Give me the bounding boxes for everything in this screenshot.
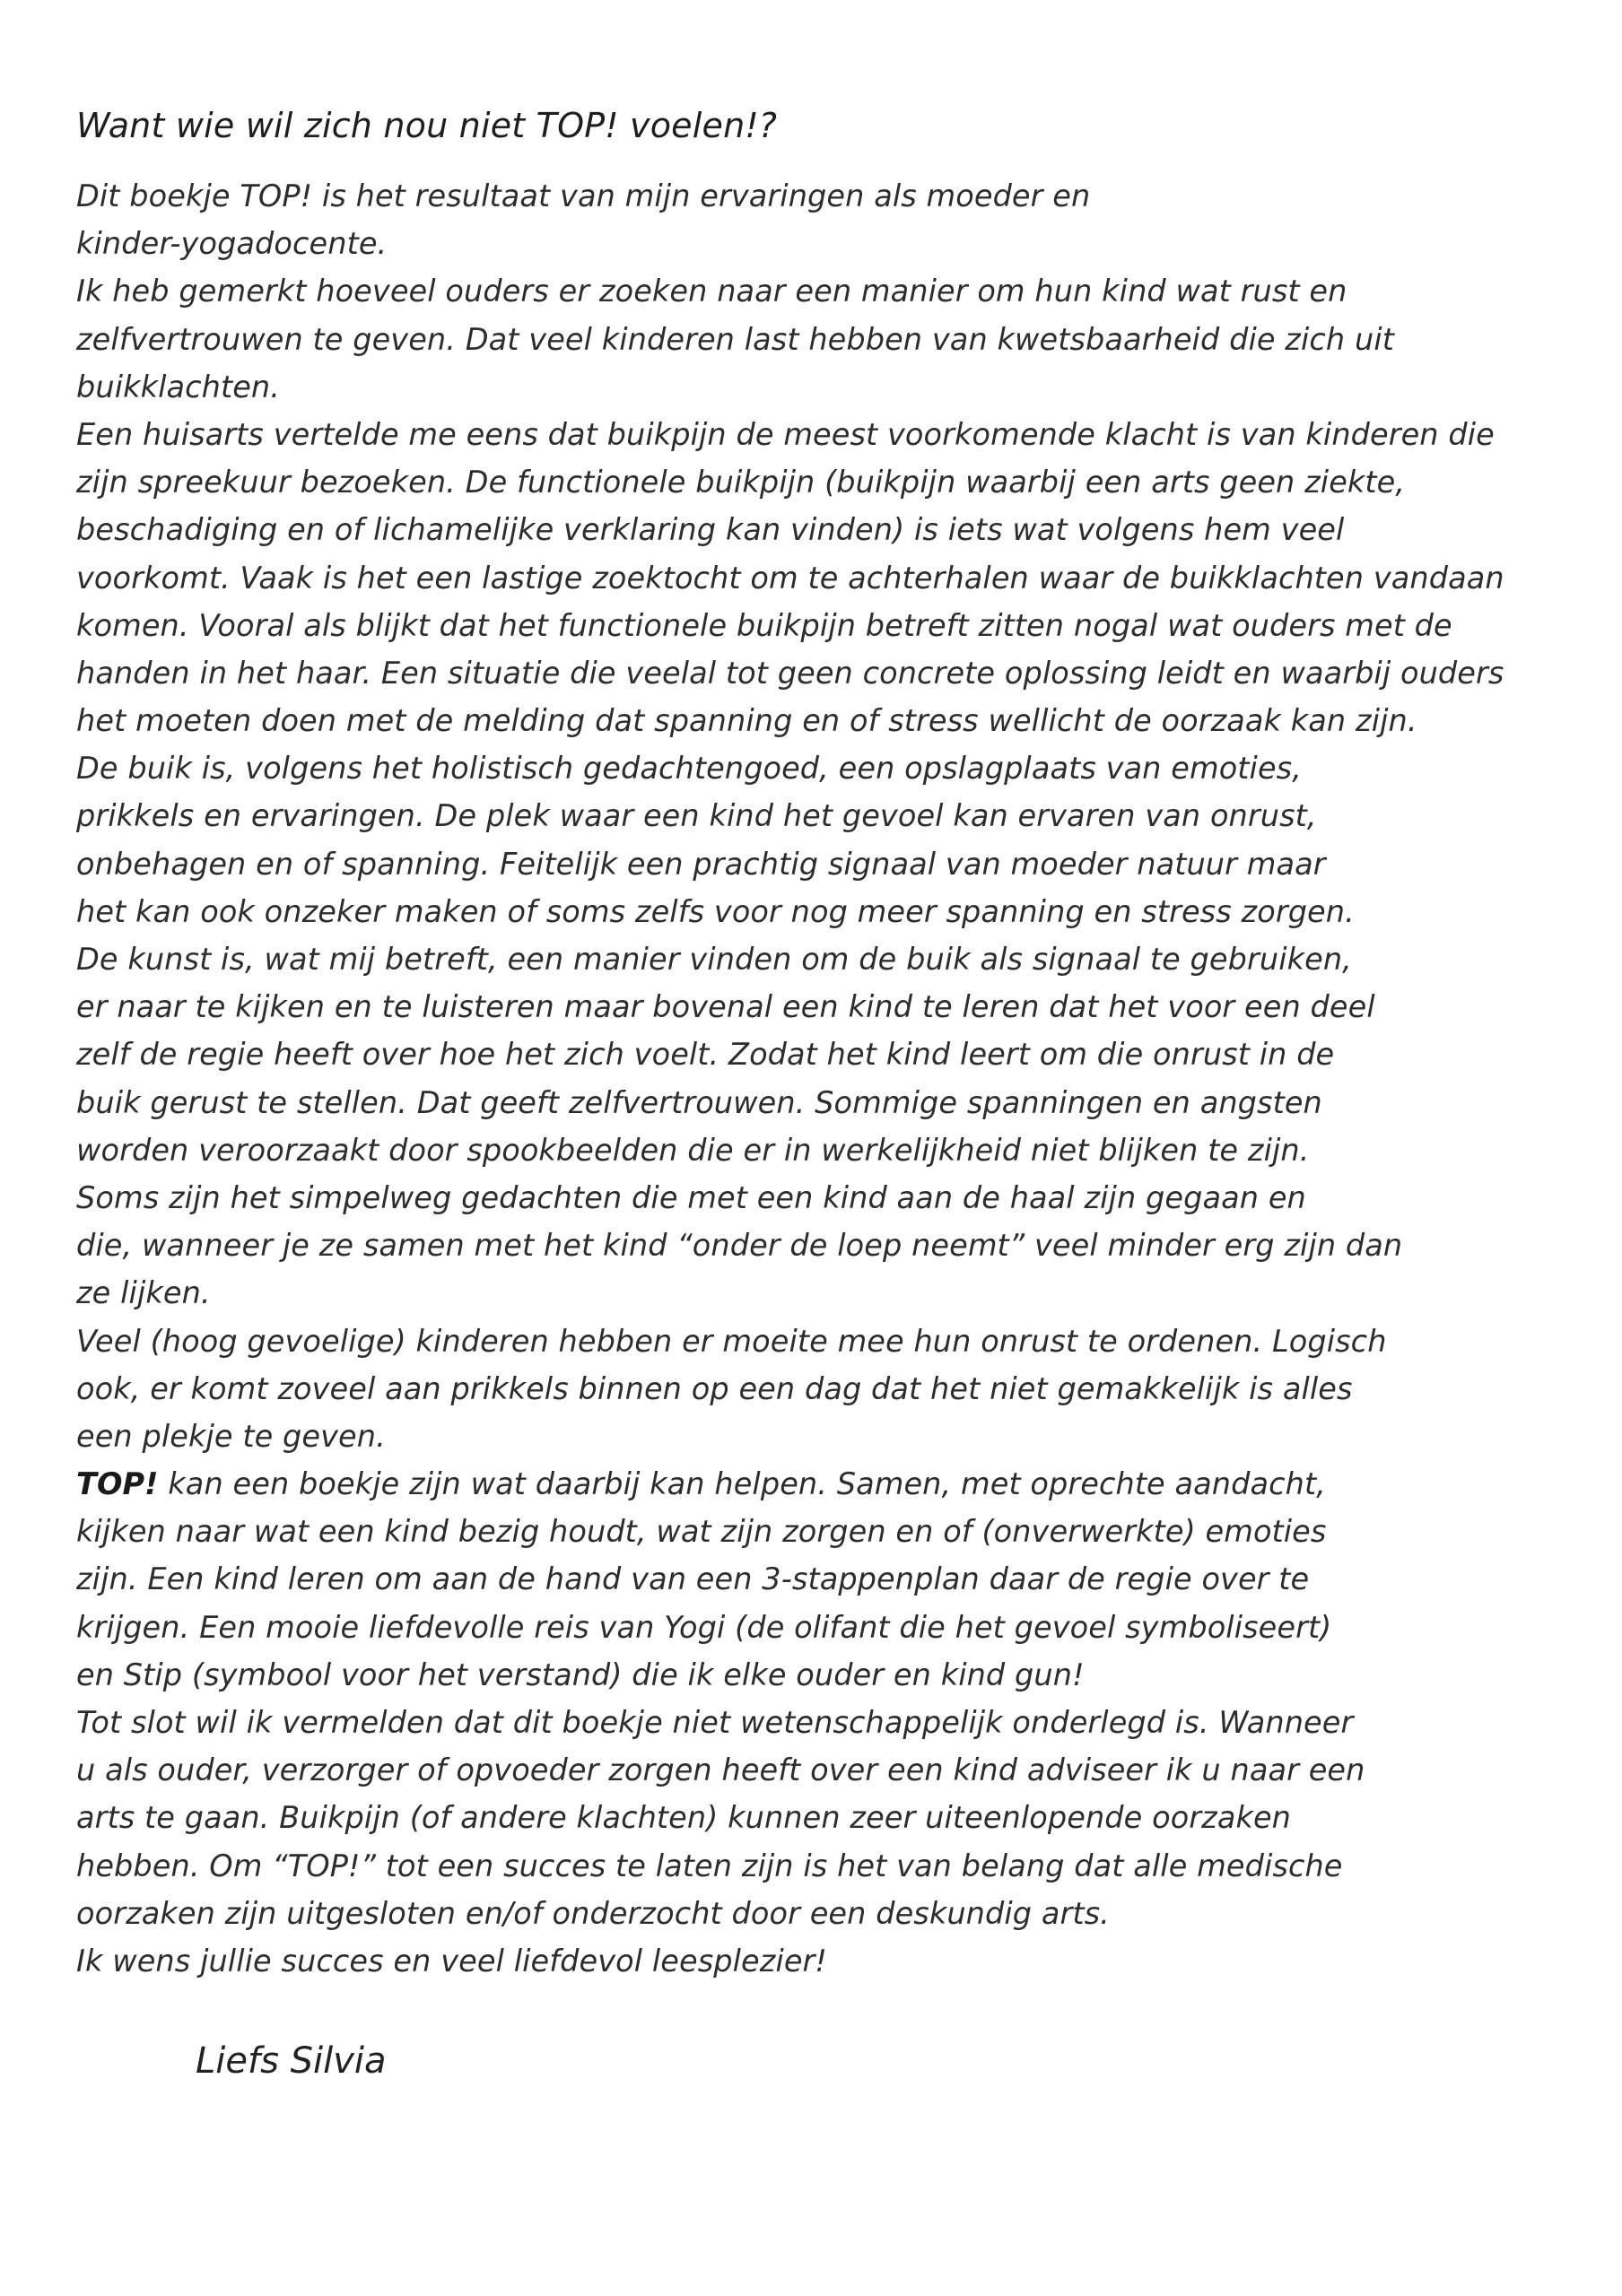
signature: Liefs Silvia: [196, 2040, 387, 2082]
text-line: De buik is, volgens het holistisch gedachtengoed, een opslagplaats van emoties,: [76, 751, 1302, 787]
text-line: hebben. Om “TOP!” tot een succes te laten zijn is het van belang dat alle medische: [76, 1848, 1343, 1883]
text-line: buik gerust te stellen. Dat geeft zelfvertrouwen. Sommige spanningen en angsten: [76, 1084, 1322, 1120]
text-line: kijken naar wat een kind bezig houdt, wat zijn zorgen en of (onverwerkte) emoties: [76, 1514, 1327, 1550]
text-line: zelf de regie heeft over hoe het zich voelt. Zodat het kind leert om die onrust in de: [76, 1037, 1335, 1073]
text-line: onbehagen en of spanning. Feitelijk een prachtig signaal van moeder natuur maar: [76, 846, 1326, 882]
page-title: Want wie wil zich nou niet TOP! voelen!?: [76, 106, 778, 145]
text-line: zelfvertrouwen te geven. Dat veel kinderen last hebben van kwetsbaarheid die zich uit: [76, 321, 1394, 357]
text-line: worden veroorzaakt door spookbeelden die er in werkelijkheid niet blijken te zijn.: [76, 1132, 1310, 1168]
text-line: Ik heb gemerkt hoeveel ouders er zoeken naar een manier om hun kind wat rust en: [76, 274, 1347, 309]
text-line: krijgen. Een mooie liefdevolle reis van Yogi (de olifant die het gevoel symboliseert): [76, 1609, 1332, 1645]
text-line: ze lijken.: [76, 1275, 211, 1311]
top-emphasis: TOP!: [76, 1466, 159, 1502]
text-line: Soms zijn het simpelweg gedachten die met een kind aan de haal zijn gegaan en: [76, 1179, 1306, 1215]
text-line: zijn. Een kind leren om aan de hand van een 3-stappenplan daar de regie over te: [76, 1561, 1310, 1597]
text-line-top: [76, 1460, 1583, 1508]
text-line: buikklachten.: [76, 369, 281, 404]
text-line: het kan ook onzeker maken of soms zelfs voor nog meer spanning en stress zorgen.: [76, 893, 1355, 929]
text-line: oorzaken zijn uitgesloten en/of onderzocht door een deskundig arts.: [76, 1895, 1110, 1931]
text-line: De kunst is, wat mij betreft, een manier vinden om de buik als signaal te gebruiken,: [76, 942, 1352, 977]
text-line: beschadiging en of lichamelijke verklaring kan vinden) is iets wat volgens hem veel: [76, 512, 1345, 548]
text-line: arts te gaan. Buikpijn (of andere klachten) kunnen zeer uiteenlopende oorzaken: [76, 1800, 1292, 1836]
text-line: ook, er komt zoveel aan prikkels binnen op een dag dat het niet gemakkelijk is alles: [76, 1370, 1353, 1406]
text-line: Veel (hoog gevoelige) kinderen hebben er moeite mee hun onrust te ordenen. Logisch: [76, 1323, 1387, 1359]
text-line: prikkels en ervaringen. De plek waar een kind het gevoel kan ervaren van onrust,: [76, 798, 1317, 834]
top-line-rest: kan een boekje zijn wat daarbij kan helpen. Samen, met oprechte aandacht,: [158, 1466, 1326, 1502]
text-line: een plekje te geven.: [76, 1418, 386, 1454]
text-line: voorkomt. Vaak is het een lastige zoektocht om te achterhalen waar de buikklachten vandaan: [76, 560, 1504, 596]
text-line: kinder-yogadocente.: [76, 226, 388, 262]
body-text: [76, 172, 1583, 1985]
text-line: Een huisarts vertelde me eens dat buikpijn de meest voorkomende klacht is van kinderen die: [76, 416, 1495, 452]
text-line: Dit boekje TOP! is het resultaat van mijn ervaringen als moeder en: [76, 178, 1091, 213]
text-line: er naar te kijken en te luisteren maar bovenal een kind te leren dat het voor een deel: [76, 989, 1375, 1025]
text-line: handen in het haar. Een situatie die veelal tot geen concrete oplossing leidt en waarbij ouders: [76, 655, 1504, 691]
text-line: zijn spreekuur bezoeken. De functionele buikpijn (buikpijn waarbij een arts geen ziekte,: [76, 465, 1406, 500]
text-line: u als ouder, verzorger of opvoeder zorgen heeft over een kind adviseer ik u naar een: [76, 1752, 1365, 1788]
text-line: het moeten doen met de melding dat spanning en of stress wellicht de oorzaak kan zijn.: [76, 703, 1417, 739]
text-line: komen. Vooral als blijkt dat het functionele buikpijn betreft zitten nogal wat ouders met de: [76, 607, 1452, 643]
text-line: en Stip (symbool voor het verstand) die ik elke ouder en kind gun!: [76, 1657, 1085, 1692]
text-line: die, wanneer je ze samen met het kind “onder de loep neemt” veel minder erg zijn dan: [76, 1228, 1403, 1264]
text-line: Tot slot wil ik vermelden dat dit boekje niet wetenschappelijk onderlegd is. Wanneer: [76, 1705, 1354, 1740]
text-line: Ik wens jullie succes en veel liefdevol leesplezier!: [76, 1943, 827, 1979]
